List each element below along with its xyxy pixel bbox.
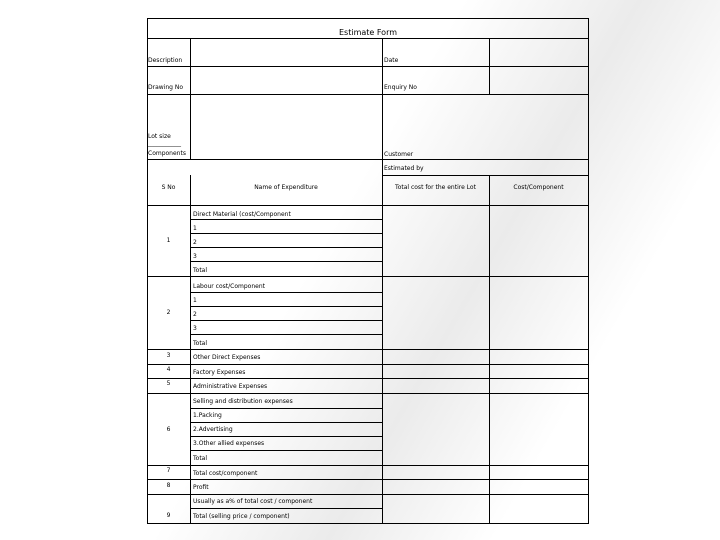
row-sno: 6: [166, 426, 171, 433]
row-sno: 5: [166, 380, 171, 387]
header-row-line-4: [382, 175, 589, 176]
direct-material-total: Total: [193, 267, 208, 274]
total-cost-per-component-label: Total cost/component: [193, 470, 258, 477]
r4-bottom: [147, 378, 589, 379]
description-label: Description: [148, 57, 183, 64]
row-sno: 1: [166, 237, 171, 244]
header-col-1: [190, 38, 191, 160]
r1-line: [190, 219, 382, 220]
r2-bottom: [147, 349, 589, 350]
factory-expenses-label: Factory Expenses: [193, 369, 246, 376]
r6-line: [190, 450, 382, 451]
columns-header-bottom: [147, 205, 589, 206]
r8-bottom: [147, 494, 589, 495]
profit-label: Profit: [193, 484, 209, 491]
header-col-3: [489, 38, 490, 94]
estimated-by-label: Estimated by: [384, 165, 424, 172]
selling-price-total-label: Total (selling price / component): [193, 513, 290, 520]
r1-line: [190, 233, 382, 234]
header-row-line-1: [147, 66, 589, 67]
r3-bottom: [147, 364, 589, 365]
border-bottom: [147, 523, 589, 524]
other-direct-expenses-label: Other Direct Expenses: [193, 354, 261, 361]
direct-material-item: 3: [193, 253, 197, 260]
profit-note: Usually as a% of total cost / component: [193, 498, 313, 505]
row-sno: 2: [166, 309, 171, 316]
selling-distribution-item: 3.Other allied expenses: [193, 440, 265, 447]
labour-cost-item: 3: [193, 325, 197, 332]
r2-line: [190, 306, 382, 307]
r6-line: [190, 436, 382, 437]
row-sno: 8: [166, 482, 171, 489]
labour-cost-total: Total: [193, 340, 208, 347]
r2-line: [190, 320, 382, 321]
date-label: Date: [384, 57, 399, 64]
selling-distribution-total: Total: [193, 455, 208, 462]
row-sno: 9: [166, 512, 171, 519]
col-header-name: Name of Expenditure: [254, 184, 318, 191]
direct-material-item: 2: [193, 239, 197, 246]
r6-line: [190, 408, 382, 409]
lot-size-blank: ___________: [148, 140, 181, 147]
r1-line: [190, 247, 382, 248]
header-col-2: [382, 38, 383, 175]
col-header-sno: S No: [161, 184, 176, 191]
components-label: Components: [148, 150, 186, 157]
labour-cost-item: 1: [193, 297, 197, 304]
selling-distribution-item: 1.Packing: [193, 412, 222, 419]
title-divider: [147, 38, 589, 39]
r1-line: [190, 261, 382, 262]
lot-size-label: Lot size: [148, 133, 171, 140]
row-sno: 4: [166, 366, 171, 373]
selling-distribution-item: 2.Advertising: [193, 426, 233, 433]
r1-bottom: [147, 276, 589, 277]
row-sno: 7: [166, 467, 171, 474]
r5-bottom: [147, 393, 589, 394]
direct-material-heading: Direct Material (cost/Component: [193, 211, 291, 218]
customer-label: Customer: [384, 151, 414, 158]
drawing-no-label: Drawing No: [148, 84, 184, 91]
administrative-expenses-label: Administrative Expenses: [193, 383, 268, 390]
r2-line: [190, 334, 382, 335]
enquiry-no-label: Enquiry No: [384, 84, 417, 91]
direct-material-item: 1: [193, 225, 197, 232]
labour-cost-item: 2: [193, 311, 197, 318]
labour-cost-heading: Labour cost/Component: [193, 283, 265, 290]
r6-line: [190, 422, 382, 423]
r7-bottom: [147, 479, 589, 480]
r9-inner-line: [190, 508, 382, 509]
row-sno: 3: [166, 352, 171, 359]
form-title: Estimate Form: [338, 28, 398, 37]
r6-bottom: [147, 465, 589, 466]
r2-line: [190, 292, 382, 293]
col-header-cost-per-component: Cost/Component: [513, 184, 564, 191]
border-top: [147, 18, 589, 19]
header-row-line-3: [147, 159, 589, 160]
header-row-line-2: [147, 94, 589, 95]
selling-distribution-heading: Selling and distribution expenses: [193, 398, 293, 405]
col-header-total-cost: Total cost for the entire Lot: [395, 184, 476, 191]
